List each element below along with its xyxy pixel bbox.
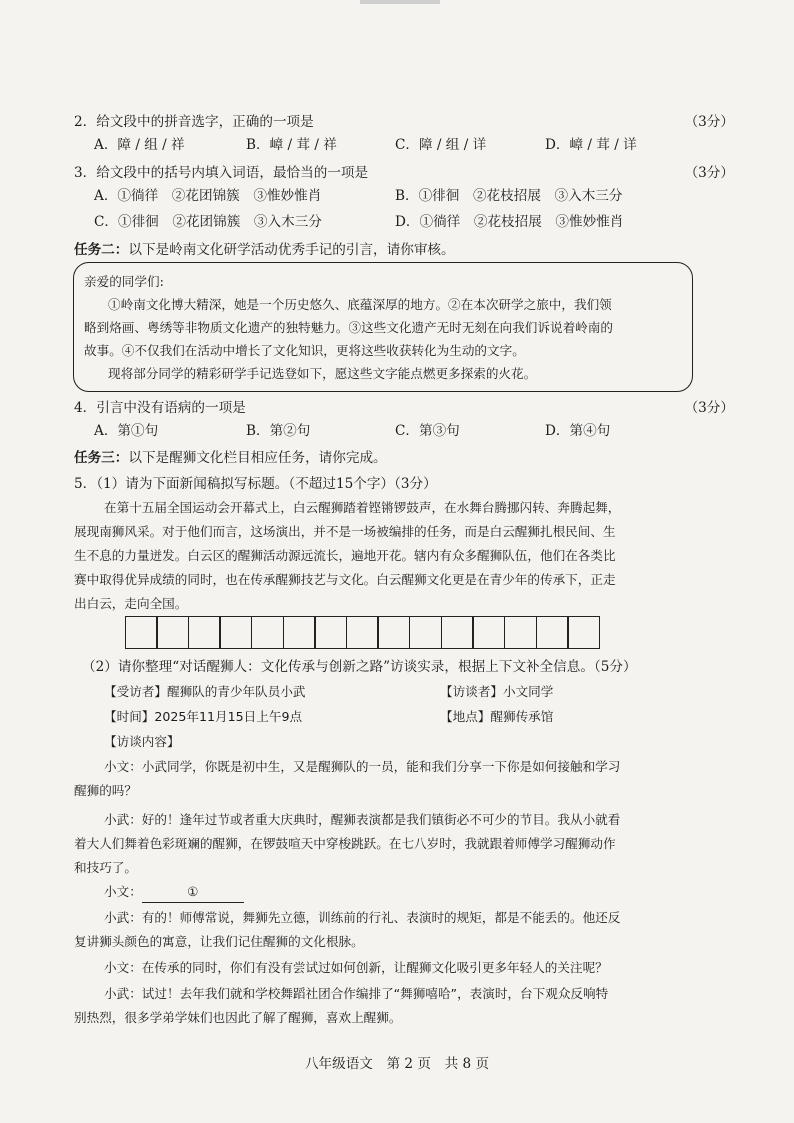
- task2-text: 以下是岭南文化研学活动优秀手记的引言，请你审核。: [128, 242, 455, 258]
- answer-grid-cell[interactable]: [504, 616, 537, 649]
- news-line: 展现南狮风采。对于他们而言，这场演出，并不是一场被编排的任务，而是白云醒狮扎根民间、生: [74, 524, 616, 539]
- q3-option-b[interactable]: B．①徘徊 ②花枝招展 ③入木三分: [395, 188, 623, 204]
- dialogue-line: 别热烈，很多学弟学妹们也因此了解了醒狮，喜欢上醒狮。: [74, 1010, 402, 1025]
- answer-grid-cell[interactable]: [567, 616, 600, 649]
- answer-grid-cell[interactable]: [536, 616, 569, 649]
- dialogue-line: 醒狮的吗？: [74, 783, 137, 798]
- intro-line: 故事。④不仅我们在活动中增长了文化知识，更将这些收获转化为生动的文字。: [84, 343, 525, 358]
- task3-title: 任务三：: [74, 450, 129, 466]
- q4-score: （3分）: [684, 400, 734, 416]
- dialogue-line: 复讲狮头颜色的寓意，让我们记住醒狮的文化根脉。: [74, 934, 364, 949]
- answer-grid-cell[interactable]: [377, 616, 410, 649]
- news-line: 在第十五届全国运动会开幕式上，白云醒狮踏着铿锵锣鼓声，在水舞台腾挪闪转、奔腾起舞，: [104, 500, 621, 515]
- answer-blank-1[interactable]: ①: [142, 882, 244, 903]
- q3-option-c[interactable]: C．①徘徊 ②花团锦簇 ③入木三分: [94, 214, 322, 230]
- task3-heading: [74, 448, 734, 468]
- dialogue-line: 着大人们舞着色彩斑斓的醒狮，在锣鼓喧天中穿梭跳跃。在七八岁时，我就跟着师傅学习醒狮动作: [74, 836, 616, 851]
- q4-option-b[interactable]: B．第②句: [246, 423, 311, 439]
- interview-place: 【地点】醒狮传承馆: [440, 709, 554, 724]
- page-footer: 八年级语文 第 2 页 共 8 页: [304, 1056, 490, 1072]
- answer-grid-cell[interactable]: [441, 616, 474, 649]
- task2-title: 任务二：: [74, 242, 129, 258]
- q5-1-stem: 5．（1）请为下面新闻稿拟写标题。（不超过15个字）（3分）: [74, 476, 437, 492]
- dialogue-line: 小文：在传承的同时，你们有没有尝试过如何创新，让醒狮文化吸引更多年轻人的关注呢？: [104, 960, 608, 975]
- task3-text: 以下是醒狮文化栏目相应任务，请你完成。: [128, 450, 387, 466]
- scan-mark: [360, 0, 440, 4]
- dialogue-line: 小文：小武同学，你既是初中生，又是醒狮队的一员，能和我们分享一下你是如何接触和学习: [104, 759, 621, 774]
- dialogue-blank-line: [104, 882, 734, 903]
- news-line: 出白云，走向全国。: [74, 596, 188, 611]
- title-answer-grid[interactable]: [126, 616, 600, 650]
- dialogue-line: 和技巧了。: [74, 860, 137, 875]
- q5-2-stem: （2）请你整理“对话醒狮人：文化传承与创新之路”访谈实录，根据上下文补全信息。（5分）: [82, 659, 637, 675]
- dialogue-line: 小武：有的！师傅常说，舞狮先立德，训练前的行礼、表演时的规矩，都是不能丢的。他还反: [104, 910, 621, 925]
- interviewee: 【受访者】醒狮队的青少年队员小武: [104, 684, 306, 699]
- q4-option-d[interactable]: D．第④句: [545, 423, 611, 439]
- answer-grid-cell[interactable]: [314, 616, 347, 649]
- intro-line: ①岭南文化博大精深，她是一个历史悠久、底蕴深厚的地方。②在本次研学之旅中，我们领: [108, 297, 612, 312]
- q3-score: （3分）: [684, 165, 734, 181]
- answer-grid-cell[interactable]: [219, 616, 252, 649]
- answer-grid-cell[interactable]: [472, 616, 505, 649]
- q4-option-c[interactable]: C．第③句: [395, 423, 460, 439]
- dialogue-line: 小武：试过！去年我们就和学校舞蹈社团合作编排了“舞狮嘻哈”，表演时，台下观众反响特: [104, 986, 609, 1001]
- answer-grid-cell[interactable]: [188, 616, 221, 649]
- q4-stem: 4．引言中没有语病的一项是: [74, 400, 246, 416]
- q2-option-d[interactable]: D．嶂 / 茸 / 详: [545, 137, 637, 153]
- content-label: 【访谈内容】: [104, 734, 180, 749]
- answer-grid-cell[interactable]: [409, 616, 442, 649]
- answer-grid-cell[interactable]: [125, 616, 158, 649]
- intro-line: 现将部分同学的精彩研学手记选登如下，愿这些文字能点燃更多探索的火花。: [108, 366, 537, 381]
- q3-option-d[interactable]: D．①徜徉 ②花枝招展 ③惟妙惟肖: [395, 214, 624, 230]
- answer-grid-cell[interactable]: [283, 616, 316, 649]
- q3-stem: 3．给文段中的括号内填入词语，最恰当的一项是: [74, 165, 369, 181]
- interviewer: 【访谈者】小文同学: [440, 684, 554, 699]
- news-line: 生不息的力量迸发。白云区的醒狮活动源远流长，遍地开花。辖内有众多醒狮队伍，他们在各类比: [74, 548, 616, 563]
- q2-score: （3分）: [684, 114, 734, 130]
- dialogue-speaker: 小文：: [104, 884, 142, 899]
- q2-option-a[interactable]: A．障 / 组 / 祥: [94, 137, 185, 153]
- q2-option-b[interactable]: B．嶂 / 茸 / 祥: [246, 137, 337, 153]
- intro-greeting: 亲爱的同学们:: [84, 274, 164, 289]
- intro-line: 略到烙画、粤绣等非物质文化遗产的独特魅力。③这些文化遗产无时无刻在向我们诉说着岭南的: [84, 320, 613, 335]
- intro-box: [73, 262, 693, 392]
- interview-time: 【时间】2025年11月15日上午9点: [104, 709, 303, 724]
- q3-option-a[interactable]: A．①徜徉 ②花团锦簇 ③惟妙惟肖: [94, 188, 322, 204]
- answer-grid-cell[interactable]: [156, 616, 189, 649]
- answer-grid-cell[interactable]: [251, 616, 284, 649]
- q2-stem: 2．给文段中的拼音选字，正确的一项是: [74, 114, 314, 130]
- answer-grid-cell[interactable]: [346, 616, 379, 649]
- q4-option-a[interactable]: A．第①句: [94, 423, 159, 439]
- q2-option-c[interactable]: C．障 / 组 / 详: [395, 137, 487, 153]
- dialogue-line: 小武：好的！逢年过节或者重大庆典时，醒狮表演都是我们镇街必不可少的节目。我从小就看: [104, 812, 621, 827]
- news-line: 赛中取得优异成绩的同时，也在传承醒狮技艺与文化。白云醒狮文化更是在青少年的传承下，正走: [74, 572, 616, 587]
- task2-heading: [74, 240, 734, 260]
